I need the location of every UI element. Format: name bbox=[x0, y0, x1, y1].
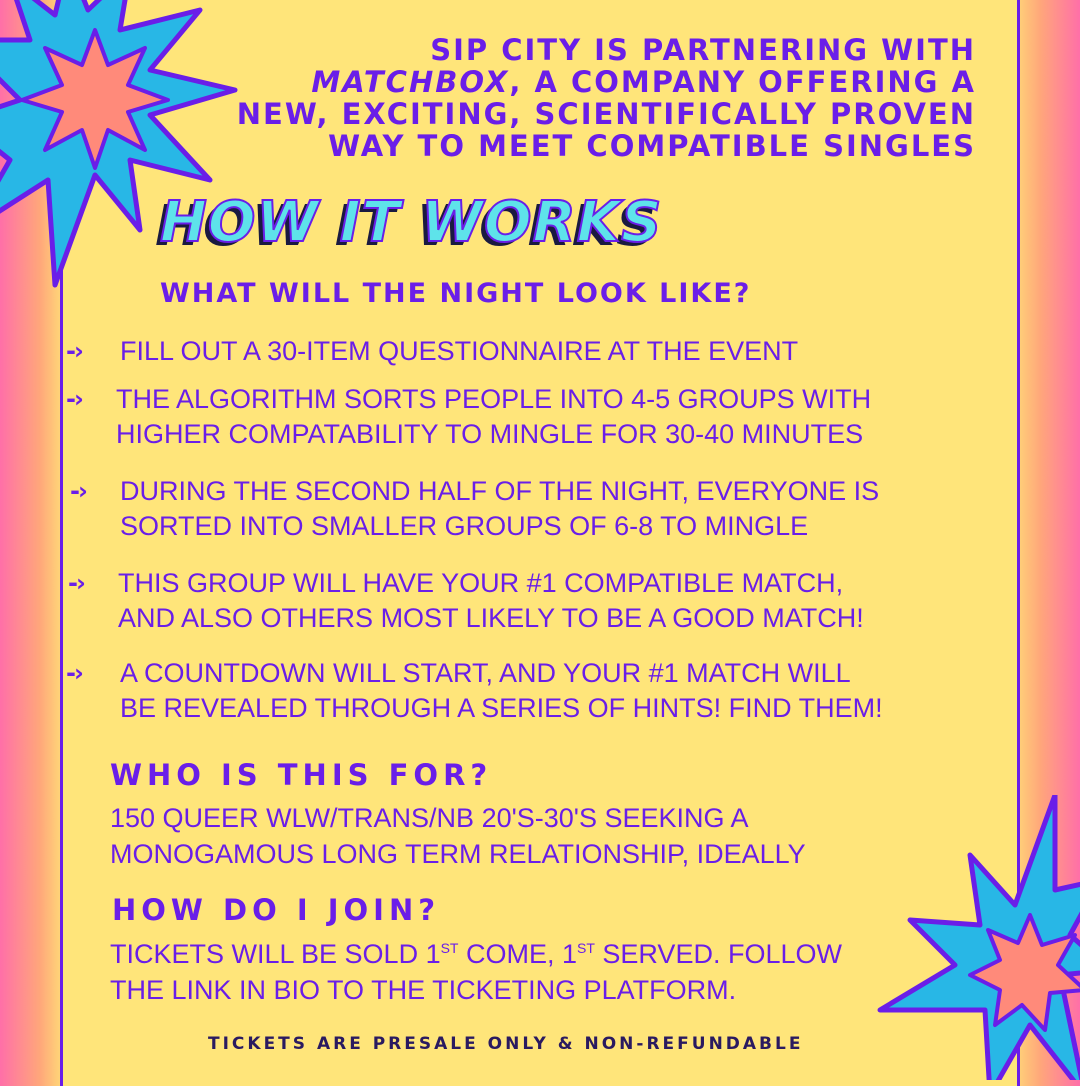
section-subhead: WHAT WILL THE NIGHT LOOK LIKE? bbox=[160, 278, 752, 309]
intro-line-2-rest: , A COMPANY OFFERING A bbox=[509, 65, 976, 99]
intro-line-1: SIP CITY IS PARTNERING WITH bbox=[430, 33, 976, 67]
join-text bbox=[110, 930, 842, 1008]
who-heading: WHO IS THIS FOR? bbox=[110, 758, 493, 792]
join-heading: HOW DO I JOIN? bbox=[112, 893, 441, 927]
step-text: THIS GROUP WILL HAVE YOUR #1 COMPATIBLE MATCH, AND ALSO OTHERS MOST LIKELY TO BE A GOOD MATCH! bbox=[118, 568, 864, 633]
step-text: DURING THE SECOND HALF OF THE NIGHT, EVERYONE IS SORTED INTO SMALLER GROUPS OF 6-8 TO MINGLE bbox=[120, 476, 880, 541]
who-text: 150 QUEER WLW/TRANS/NB 20'S-30'S SEEKING A MONOGAMOUS LONG TERM RELATIONSHIP, IDEALLY bbox=[110, 803, 806, 869]
page-title: HOW IT WORKS bbox=[160, 190, 663, 255]
brand-name: MATCHBOX bbox=[311, 65, 510, 99]
step-text: THE ALGORITHM SORTS PEOPLE INTO 4-5 GROUPS WITH HIGHER COMPATABILITY TO MINGLE FOR 30-40 MINUTES bbox=[116, 384, 872, 449]
title-block bbox=[160, 190, 663, 255]
arrow-icon: -› bbox=[66, 659, 82, 687]
arrow-icon: -› bbox=[66, 385, 82, 413]
step-text: FILL OUT A 30-ITEM QUESTIONNAIRE AT THE EVENT bbox=[120, 336, 799, 366]
arrow-icon: -› bbox=[68, 569, 84, 597]
step-item bbox=[66, 334, 798, 369]
arrow-icon: -› bbox=[66, 337, 82, 365]
step-item bbox=[70, 474, 879, 544]
intro-text bbox=[216, 34, 976, 162]
intro-line-4: WAY TO MEET COMPATIBLE SINGLES bbox=[328, 129, 976, 163]
intro-line-3: NEW, EXCITING, SCIENTIFICALLY PROVEN bbox=[236, 97, 976, 131]
join-line-1: TICKETS WILL BE SOLD 1ST COME, 1ST SERVED. FOLLOW bbox=[110, 939, 842, 969]
arrow-icon: -› bbox=[70, 477, 86, 505]
footer-disclaimer: TICKETS ARE PRESALE ONLY & NON-REFUNDABLE bbox=[208, 1034, 804, 1054]
step-item bbox=[66, 382, 871, 452]
join-line-2: THE LINK IN BIO TO THE TICKETING PLATFORM. bbox=[110, 975, 737, 1005]
step-text: A COUNTDOWN WILL START, AND YOUR #1 MATCH WILL BE REVEALED THROUGH A SERIES OF HINTS! FIND THEM! bbox=[120, 658, 883, 723]
starburst-bottom-right-icon bbox=[870, 795, 1080, 1080]
step-item bbox=[68, 566, 864, 636]
intro-line-2 bbox=[216, 66, 976, 98]
step-item bbox=[66, 656, 883, 726]
